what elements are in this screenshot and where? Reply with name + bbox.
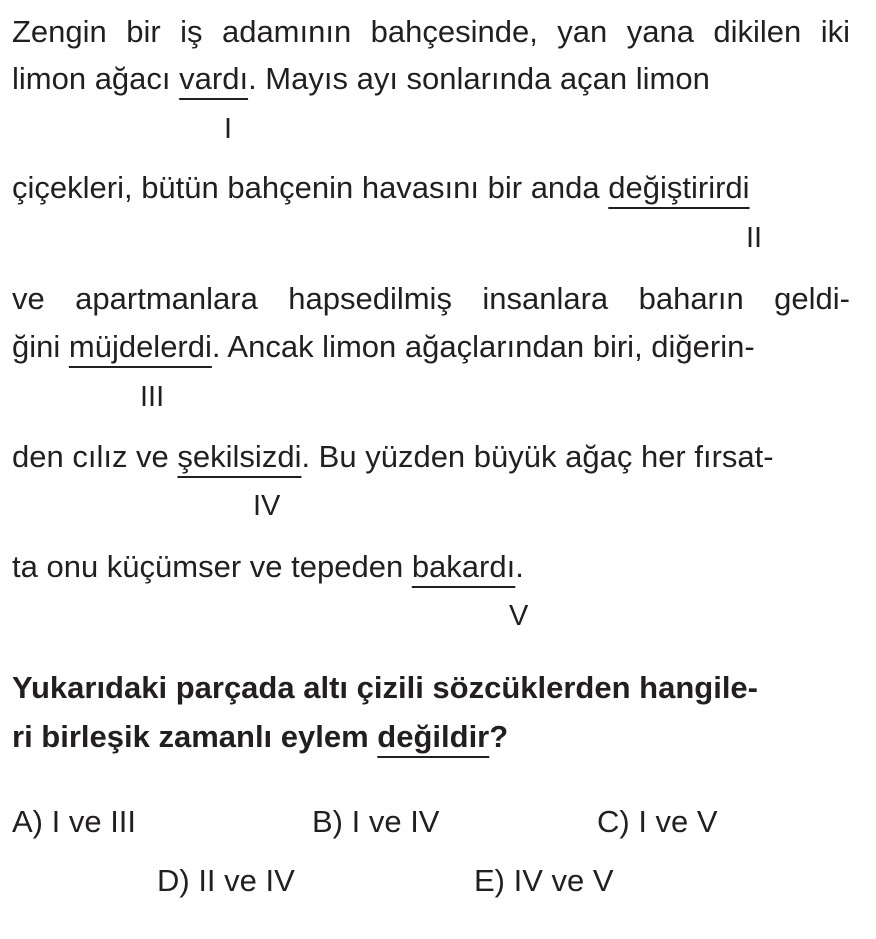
passage-text: .	[515, 549, 524, 584]
underlined-word-1: vardı	[179, 61, 249, 96]
question-text: Yukarıdaki parçada altı çizili sözcüklerden hangile-	[12, 670, 758, 705]
question-line-1	[12, 670, 758, 706]
numeral-3: III	[140, 381, 165, 413]
passage-text: den cılız ve	[12, 439, 178, 474]
underlined-word-5: bakardı	[411, 549, 516, 584]
underlined-word-3: müjdelerdi	[68, 329, 212, 364]
passage-text: . Ancak limon ağaçlarından biri, diğerin-	[211, 329, 755, 364]
underlined-word-4: şekilsizdi	[177, 439, 302, 474]
numeral-5: V	[509, 600, 529, 632]
question-text: ri birleşik zamanlı eylem	[12, 719, 378, 754]
passage-line-2	[12, 61, 710, 97]
passage-text: . Bu yüzden büyük ağaç her fırsat-	[301, 439, 774, 474]
passage-text: . Mayıs ayı sonlarında açan limon	[248, 61, 710, 96]
question-underlined-word: değildir	[377, 719, 490, 754]
option-e[interactable]: E) IV ve V	[474, 863, 614, 898]
passage-line-7	[12, 549, 524, 585]
numeral-1: I	[224, 113, 233, 145]
passage-line-3	[12, 170, 750, 206]
passage-line-5	[12, 329, 755, 365]
passage-text: Zengin bir iş adamının bahçesinde, yan yana dikilen iki	[12, 14, 850, 49]
option-b[interactable]: B) I ve IV	[312, 804, 440, 839]
option-d[interactable]: D) II ve IV	[157, 863, 295, 898]
numeral-4: IV	[253, 490, 281, 522]
passage-text: ta onu küçümser ve tepeden	[12, 549, 412, 584]
passage-line-1	[12, 14, 850, 50]
question-text: ?	[489, 719, 509, 754]
passage-text: limon ağacı	[12, 61, 180, 96]
passage-line-6	[12, 439, 774, 475]
passage-text: ve apartmanlara hapsedilmiş insanlara baharın geldi-	[12, 281, 850, 316]
option-c[interactable]: C) I ve V	[597, 804, 718, 839]
question-line-2	[12, 719, 508, 755]
underlined-word-2: değiştirirdi	[608, 170, 750, 205]
passage-text: ğini	[12, 329, 69, 364]
numeral-2: II	[746, 222, 763, 254]
passage-text: çiçekleri, bütün bahçenin havasını bir anda	[12, 170, 609, 205]
option-a[interactable]: A) I ve III	[12, 804, 137, 839]
passage-line-4	[12, 281, 850, 317]
